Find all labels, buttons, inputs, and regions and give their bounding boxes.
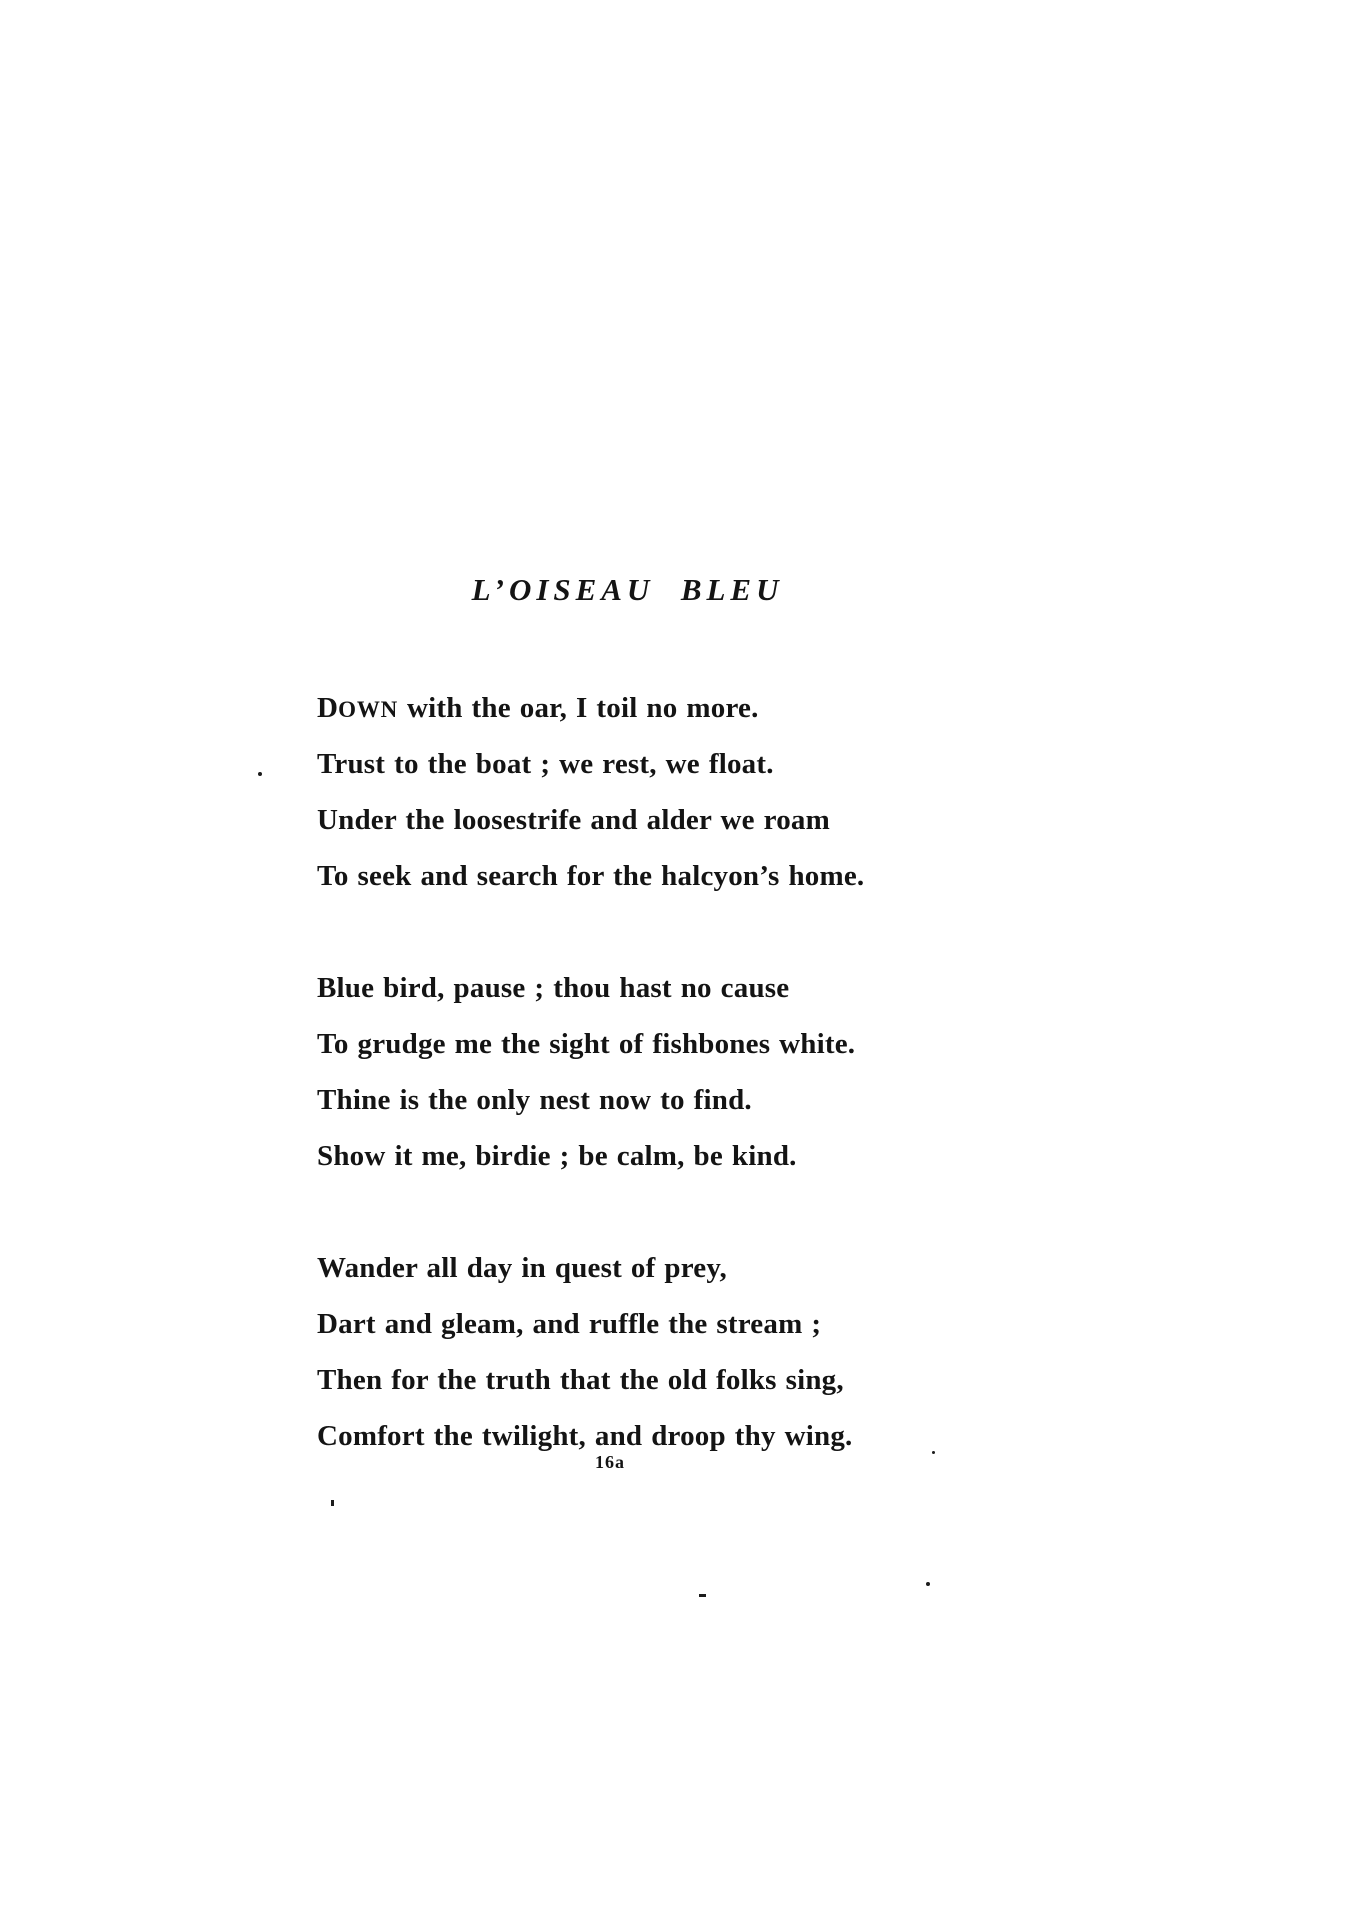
ink-speck: [699, 1594, 706, 1597]
poem-title: L’OISEAU BLEU: [471, 572, 784, 607]
poem-body: [317, 680, 997, 1520]
drop-initial: DOWN: [317, 692, 399, 724]
ink-speck: [932, 1451, 935, 1454]
poem-line: Then for the truth that the old folks sing,: [317, 1364, 844, 1396]
poem-line: Show it me, birdie ; be calm, be kind.: [317, 1140, 797, 1172]
stanza-3: [317, 1240, 997, 1464]
poem-line: Blue bird, pause ; thou hast no cause: [317, 972, 790, 1004]
stanza-2: [317, 960, 997, 1184]
poem-line: Trust to the boat ; we rest, we float.: [317, 748, 774, 780]
poem-line: Wander all day in quest of prey,: [317, 1252, 727, 1284]
stanza-1: [317, 680, 997, 904]
poem-line: Under the loosestrife and alder we roam: [317, 804, 830, 836]
poem-line: [317, 680, 997, 736]
poem-line: To grudge me the sight of fishbones white.: [317, 1028, 856, 1060]
poem-line: To seek and search for the halcyon’s home.: [317, 860, 865, 892]
page-number: 16a: [595, 1452, 625, 1472]
poem-line-text: with the oar, I toil no more.: [398, 692, 759, 724]
poem-line: Comfort the twilight, and droop thy wing.: [317, 1420, 853, 1452]
poem-line: Thine is the only nest now to find.: [317, 1084, 752, 1116]
ink-speck: [331, 1500, 334, 1506]
ink-speck: [926, 1582, 930, 1586]
ink-speck: [258, 772, 262, 776]
poem-line: Dart and gleam, and ruffle the stream ;: [317, 1308, 822, 1340]
